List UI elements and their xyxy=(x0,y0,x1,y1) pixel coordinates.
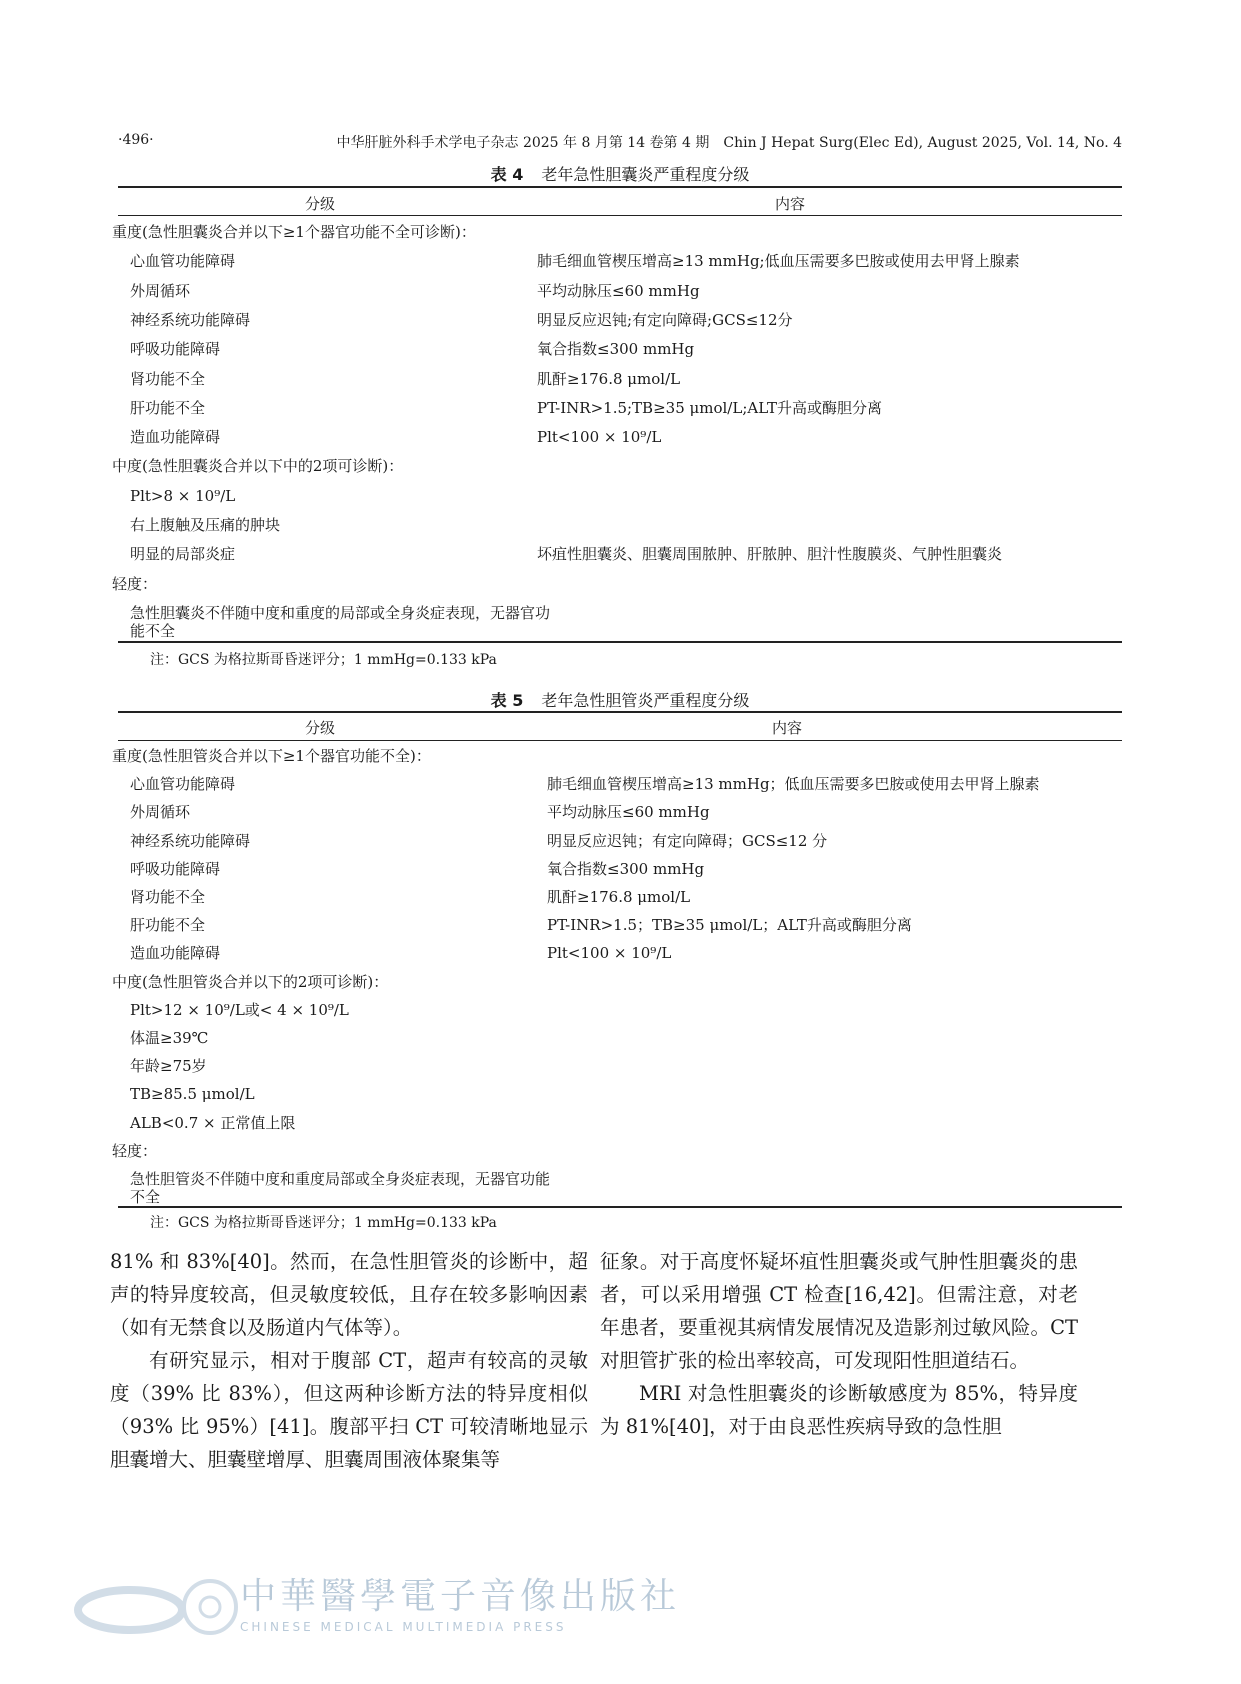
table4-col-content: 内容 xyxy=(775,195,806,213)
row-grade-cell: 中度(急性胆囊炎合并以下中的2项可诊断)： xyxy=(112,457,404,476)
table5-bottom-rule xyxy=(118,1206,1122,1208)
row-grade-cell: ALB<0.7 × 正常值上限 xyxy=(130,1113,296,1132)
table4-top-rule xyxy=(118,186,1122,188)
row-grade-cell: 肾功能不全 xyxy=(130,888,206,906)
row-grade-cell: 体温≥39℃ xyxy=(130,1029,209,1047)
row-grade-cell: 心血管功能障碍 xyxy=(130,252,236,271)
row-content-cell: Plt<100 × 10⁹/L xyxy=(547,944,672,963)
row-grade-cell: 心血管功能障碍 xyxy=(130,775,236,794)
table5-col-grade: 分级 xyxy=(305,719,336,737)
row-content-cell: 肌酐≥176.8 μmol/L xyxy=(537,369,681,388)
publisher-name-cn: 中華醫學電子音像出版社 xyxy=(240,1576,681,1617)
page-number: ·496· xyxy=(118,132,154,148)
row-grade-cell: 呼吸功能障碍 xyxy=(130,340,221,359)
row-grade-cell: 肾功能不全 xyxy=(130,369,206,388)
row-content-cell: 平均动脉压≤60 mmHg xyxy=(537,281,700,300)
journal-info: 中华肝脏外科手术学电子杂志 2025 年 8 月第 14 卷第 4 期 Chin J Hepat Surg(Elec Ed), August 2025, Vol. 14, No. 4 xyxy=(336,135,1122,151)
row-grade-cell: 造血功能障碍 xyxy=(130,428,221,447)
body-paragraph: 有研究显示，相对于腹部 CT，超声有较高的灵敏度（39% 比 83%），但这两种诊断方法的特异度相似（93% 比 95%）[41]。腹部平扫 CT 可较清晰地显示胆囊增大、胆囊壁增厚、胆囊周围液体聚集等 xyxy=(110,1349,588,1471)
table5-col-content: 内容 xyxy=(772,719,803,737)
row-grade-cell: 重度(急性胆管炎合并以下≥1个器官功能不全)： xyxy=(112,747,431,765)
row-grade-cell: Plt>12 × 10⁹/L或< 4 × 10⁹/L xyxy=(130,1000,349,1019)
body-paragraph: 81% 和 83%[40]。然而，在急性胆管炎的诊断中，超声的特异度较高，但灵敏度较低，且存在较多影响因素（如有无禁食以及肠道内气体等）。 xyxy=(110,1250,588,1339)
page-header xyxy=(118,132,1122,152)
row-content-cell: PT-INR>1.5；TB≥35 μmol/L；ALT升高或酶胆分离 xyxy=(547,916,912,935)
table4-title xyxy=(118,162,1122,185)
table4-label: 表 4 xyxy=(490,165,524,184)
table5-caption: 老年急性胆管炎严重程度分级 xyxy=(541,691,750,710)
row-grade-cell: 外周循环 xyxy=(130,803,191,822)
table5-top-rule xyxy=(118,711,1122,713)
body-paragraph: MRI 对急性胆囊炎的诊断敏感度为 85%，特异度为 81%[40]，对于由良恶性疾病导致的急性胆 xyxy=(600,1382,1078,1438)
row-grade-cell: 中度(急性胆管炎合并以下的2项可诊断)： xyxy=(112,972,389,991)
table4-header-rule xyxy=(118,215,1122,216)
row-grade-cell: 重度(急性胆囊炎合并以下≥1个器官功能不全可诊断)： xyxy=(112,223,476,241)
table4-col-grade: 分级 xyxy=(305,195,336,213)
row-grade-cell: 轻度： xyxy=(112,1141,158,1160)
table4-bottom-rule xyxy=(118,641,1122,643)
table5-label: 表 5 xyxy=(490,691,524,710)
row-content-cell: 坏疽性胆囊炎、胆囊周围脓肿、肝脓肿、胆汁性腹膜炎、气肿性胆囊炎 xyxy=(537,545,1003,564)
row-content-cell: 平均动脉压≤60 mmHg xyxy=(547,803,710,822)
row-grade-cell: 年龄≥75岁 xyxy=(130,1057,207,1076)
row-content-cell: 肌酐≥176.8 μmol/L xyxy=(547,888,691,906)
row-grade-cell: 急性胆囊炎不伴随中度和重度的局部或全身炎症表现，无器官功能不全 xyxy=(130,603,551,640)
row-grade-cell: 外周循环 xyxy=(130,281,191,300)
row-content-cell: 明显反应迟钝；有定向障碍；GCS≤12 分 xyxy=(547,831,828,850)
row-grade-cell: 急性胆管炎不伴随中度和重度局部或全身炎症表现，无器官功能不全 xyxy=(130,1170,551,1206)
table5-title xyxy=(118,688,1122,711)
row-content-cell: 氧合指数≤300 mmHg xyxy=(547,859,705,878)
body-paragraph: 征象。对于高度怀疑坏疽性胆囊炎或气肿性胆囊炎的患者，可以采用增强 CT 检查[16,42]。但需注意，对老年患者，要重视其病情发展情况及造影剂过敏风险。CT 对胆管扩张的检出率较高，可发现阳性胆道结石。 xyxy=(600,1250,1078,1372)
table4-caption: 老年急性胆囊炎严重程度分级 xyxy=(541,165,750,184)
row-grade-cell: 右上腹触及压痛的肿块 xyxy=(130,516,281,534)
table5-header-rule xyxy=(118,740,1122,741)
row-grade-cell: 神经系统功能障碍 xyxy=(130,831,251,850)
row-content-cell: 肺毛细血管楔压增高≥13 mmHg;低血压需要多巴胺或使用去甲肾上腺素 xyxy=(537,252,1020,271)
row-content-cell: PT-INR>1.5;TB≥35 μmol/L;ALT升高或酶胆分离 xyxy=(537,398,882,417)
row-content-cell: 肺毛细血管楔压增高≥13 mmHg；低血压需要多巴胺或使用去甲肾上腺素 xyxy=(547,775,1040,794)
row-grade-cell: 呼吸功能障碍 xyxy=(130,859,221,878)
row-grade-cell: 轻度： xyxy=(112,574,158,593)
row-grade-cell: Plt>8 × 10⁹/L xyxy=(130,486,236,505)
row-content-cell: Plt<100 × 10⁹/L xyxy=(537,428,662,447)
row-grade-cell: 肝功能不全 xyxy=(130,398,206,417)
body-right-column xyxy=(600,1245,1078,1443)
row-grade-cell: 神经系统功能障碍 xyxy=(130,310,251,329)
row-grade-cell: 造血功能障碍 xyxy=(130,944,221,963)
row-content-cell: 明显反应迟钝;有定向障碍;GCS≤12分 xyxy=(537,310,793,329)
row-grade-cell: 明显的局部炎症 xyxy=(130,545,236,564)
body-left-column xyxy=(110,1245,588,1476)
row-grade-cell: TB≥85.5 μmol/L xyxy=(130,1085,255,1104)
publisher-name-en: CHINESE MEDICAL MULTIMEDIA PRESS xyxy=(240,1620,567,1634)
row-grade-cell: 肝功能不全 xyxy=(130,916,206,935)
table5-note: 注：GCS 为格拉斯哥昏迷评分；1 mmHg=0.133 kPa xyxy=(150,1215,497,1231)
table4-note: 注：GCS 为格拉斯哥昏迷评分；1 mmHg=0.133 kPa xyxy=(150,652,497,668)
row-content-cell: 氧合指数≤300 mmHg xyxy=(537,340,695,359)
